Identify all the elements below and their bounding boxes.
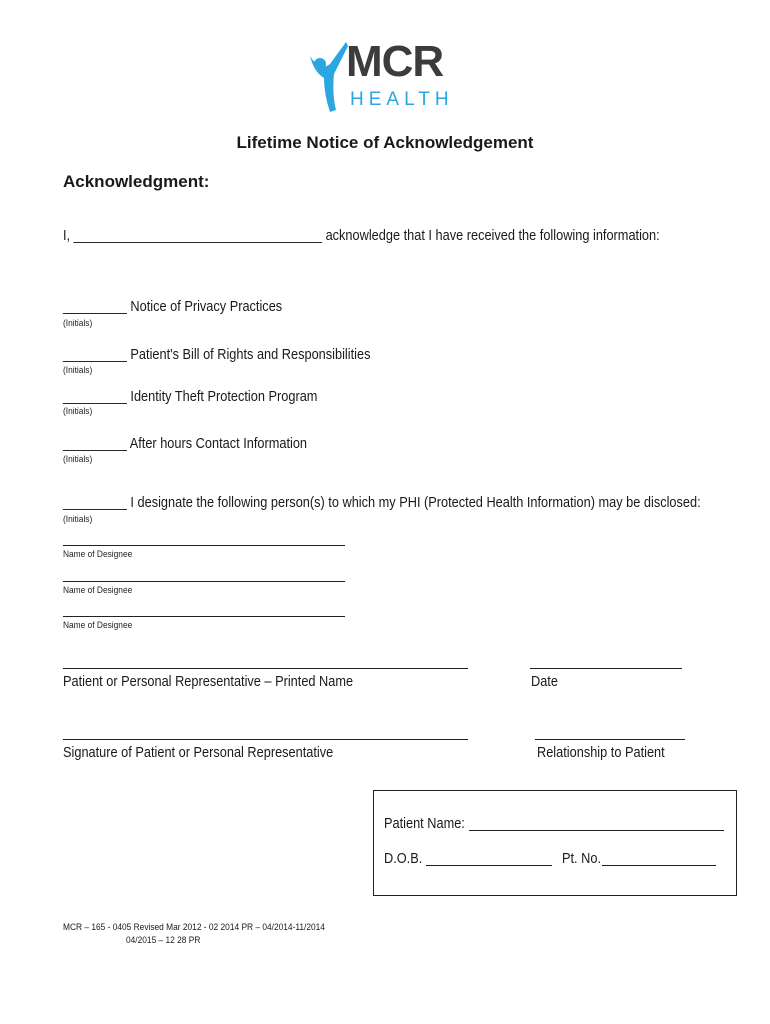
initials-blank[interactable]: _________ xyxy=(63,299,127,315)
figure-icon xyxy=(306,38,350,114)
signature-line[interactable] xyxy=(63,739,468,740)
item-label: Patient's Bill of Rights and Responsibilities xyxy=(130,347,371,363)
item-designate-phi xyxy=(63,495,701,511)
initials-note: (Initials) xyxy=(63,454,93,465)
designee-label: Name of Designee xyxy=(63,585,133,596)
printed-name-line[interactable] xyxy=(63,668,468,669)
relationship-line[interactable] xyxy=(535,739,685,740)
initials-note: (Initials) xyxy=(63,514,93,525)
relationship-label: Relationship to Patient xyxy=(537,745,665,761)
item-after-hours xyxy=(63,436,307,452)
logo-wordmark: MCR xyxy=(346,37,444,86)
dob-label: D.O.B. xyxy=(384,851,423,867)
designee-line[interactable] xyxy=(63,581,345,582)
initials-blank[interactable]: _________ xyxy=(63,436,127,452)
initials-blank[interactable]: _________ xyxy=(63,389,127,405)
item-label: Notice of Privacy Practices xyxy=(130,299,283,315)
initials-blank[interactable]: _________ xyxy=(63,495,127,511)
initials-blank[interactable]: _________ xyxy=(63,347,127,363)
intro-text: acknowledge that I have received the following information: xyxy=(325,228,660,244)
name-blank[interactable]: I, ___________________________________ xyxy=(63,228,323,244)
item-label: I designate the following person(s) to which my PHI (Protected Health Information) may be disclosed: xyxy=(130,495,701,511)
initials-note: (Initials) xyxy=(63,365,93,376)
form-code-line1: MCR – 165 - 0405 Revised Mar 2012 - 02 2014 PR – 04/2014-11/2014 xyxy=(63,922,325,933)
patient-info-box xyxy=(373,790,737,896)
patient-name-field[interactable] xyxy=(469,830,724,831)
signature-label: Signature of Patient or Personal Representative xyxy=(63,745,334,761)
intro-line xyxy=(63,228,660,244)
patient-name-label: Patient Name: xyxy=(384,816,465,832)
date-label: Date xyxy=(531,674,558,690)
item-bill-of-rights xyxy=(63,347,370,363)
logo-subtext: HEALTH xyxy=(350,89,454,110)
dob-field[interactable] xyxy=(426,865,552,866)
date-line[interactable] xyxy=(530,668,682,669)
printed-name-label: Patient or Personal Representative – Printed Name xyxy=(63,674,354,690)
pt-no-field[interactable] xyxy=(602,865,716,866)
item-privacy-practices xyxy=(63,299,282,315)
designee-label: Name of Designee xyxy=(63,620,133,631)
initials-note: (Initials) xyxy=(63,406,93,417)
designee-line[interactable] xyxy=(63,545,345,546)
designee-line[interactable] xyxy=(63,616,345,617)
item-label: Identity Theft Protection Program xyxy=(130,389,318,405)
initials-note: (Initials) xyxy=(63,318,93,329)
section-heading: Acknowledgment: xyxy=(63,172,210,191)
designee-label: Name of Designee xyxy=(63,549,133,560)
document-title: Lifetime Notice of Acknowledgement xyxy=(236,133,534,152)
mcr-health-logo xyxy=(306,38,466,114)
item-label: After hours Contact Information xyxy=(129,436,308,452)
form-code-line2: 04/2015 – 12 28 PR xyxy=(126,935,201,946)
item-identity-theft xyxy=(63,389,317,405)
pt-no-label: Pt. No. xyxy=(562,851,602,867)
